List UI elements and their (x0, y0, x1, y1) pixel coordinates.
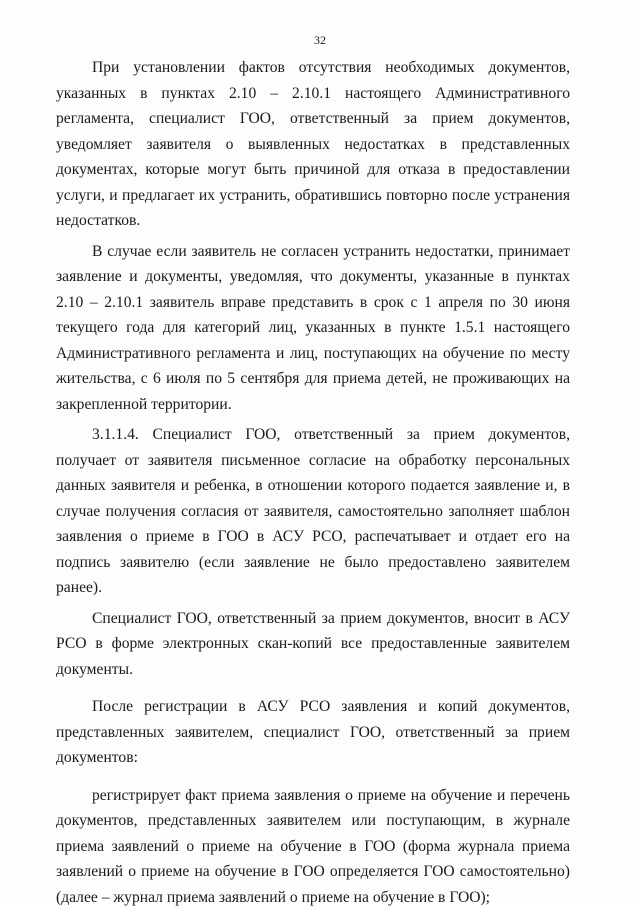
paragraph-scan-copies: Специалист ГОО, ответственный за прием документов, вносит в АСУ РСО в форме электронных скан-копий все предоставленные заявителем документы. (56, 606, 570, 683)
page-number: 32 (0, 33, 640, 48)
paragraph-applicant-disagrees: В случае если заявитель не согласен устранить недостатки, принимает заявление и документы, уведомляя, что документы, указанные в пунктах 2.10 – 2.10.1 заявитель вправе представить в срок с 1 апреля по 30 июня текущего года для категорий лиц, указанных в пункте 1.5.1 настоящего Административного регламента и лиц, поступающих на обучение по месту жительства, с 6 июля по 5 сентября для приема детей, не проживающих на закрепленной территории. (56, 239, 570, 418)
paragraph-3-1-1-4: 3.1.1.4. Специалист ГОО, ответственный за прием документов, получает от заявителя письменное согласие на обработку персональных данных заявителя и ребенка, в отношении которого подается заявление и, в случае получения согласия от заявителя, самостоятельно заполняет шаблон заявления о приеме в ГОО в АСУ РСО, распечатывает и отдает его на подпись заявителю (если заявление не было предоставлено заявителем ранее). (56, 422, 570, 601)
paragraph-registers-application: регистрирует факт приема заявления о приеме на обучение и перечень документов, представленных заявителем или поступающим, в журнале приема заявлений о приеме на обучение в ГОО (форма журнала приема заявлений о приеме на обучение в ГОО определяется ГОО самостоятельно) (далее – журнал приема заявлений о приеме на обучение в ГОО); (56, 783, 570, 910)
document-body (56, 55, 570, 910)
paragraph-after-registration: После регистрации в АСУ РСО заявления и копий документов, представленных заявителем, специалист ГОО, ответственный за прием документов: (56, 694, 570, 771)
paragraph-missing-documents: При установлении фактов отсутствия необходимых документов, указанных в пунктах 2.10 – 2.10.1 настоящего Административного регламента, специалист ГОО, ответственный за прием документов, уведомляет заявителя о выявленных недостатках в представленных документах, которые могут быть причиной для отказа в предоставлении услуги, и предлагает их устранить, обратившись повторно после устранения недостатков. (56, 55, 570, 234)
